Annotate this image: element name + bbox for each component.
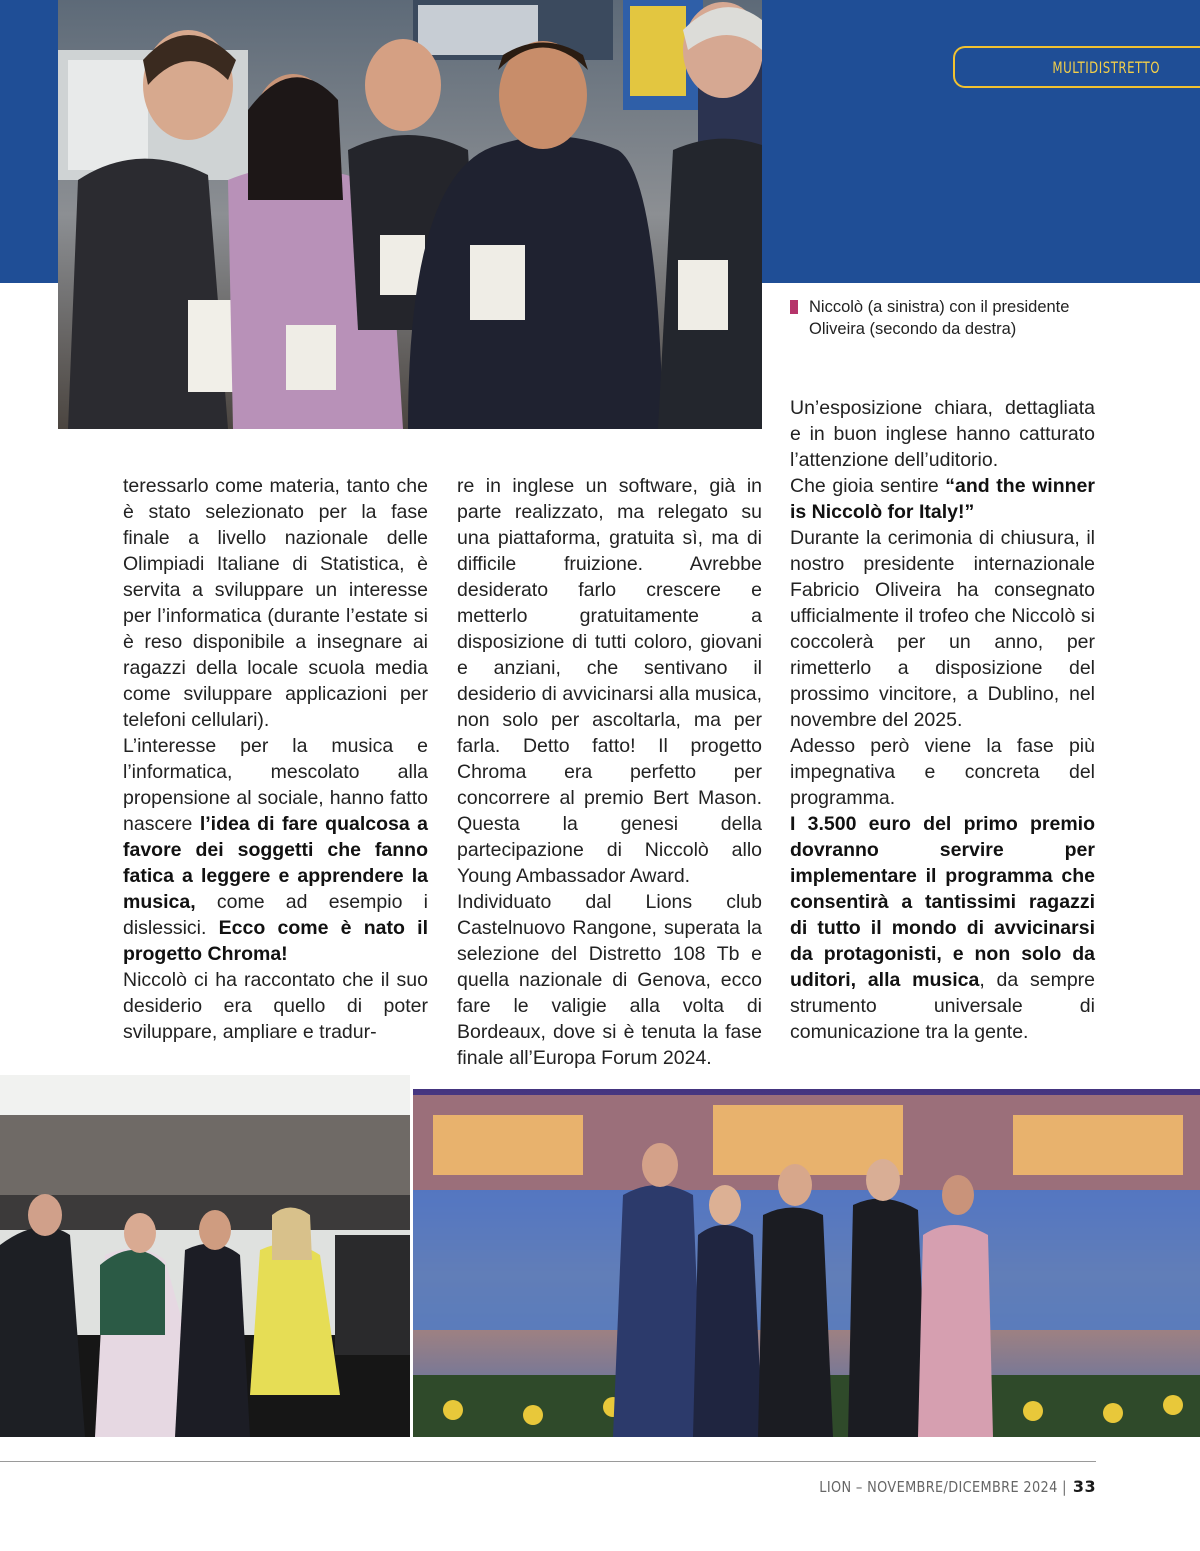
caption-line-1: Niccolò (a sinistra) con il presidente	[809, 298, 1070, 316]
page-footer	[779, 1477, 1096, 1496]
photo-audience-seated	[0, 1075, 410, 1437]
article-column-3	[790, 395, 1095, 1045]
photo-group-night-backdrop	[413, 1075, 1200, 1437]
caption-line-2: Oliveira (secondo da destra)	[809, 320, 1017, 338]
section-tab	[953, 46, 1200, 88]
body-text: Durante la cerimonia di chiusura, il nostro presidente internazionale Fabricio Oliveira ha consegnato ufficialmente il trofeo che Niccolò si coccolerà per un anno, per rimetterlo a disposizione del prossimo vincitore, a Dublino, nel novembre del 2025.	[790, 527, 1095, 731]
body-text: teressarlo come materia, tanto che è stato selezionato per la fase finale a livello nazionale delle Olimpiadi Italiane di Statistica, è servita a sviluppare un interesse per l’informatica (durante l’estate si è reso disponibile a insegnare ai ragazzi della locale scuola media come sviluppare applicazioni per telefoni cellulari).	[123, 475, 428, 731]
article-paragraph	[790, 811, 1095, 1045]
bold-text: “and the winner is Niccolò for Italy!”	[790, 475, 1095, 523]
article-paragraph	[790, 733, 1095, 811]
article-paragraph	[457, 889, 762, 1071]
photo-caption	[790, 296, 1120, 340]
page-number: 33	[1072, 1477, 1096, 1496]
publication-info: LION – NOVEMBRE/DICEMBRE 2024 |	[819, 1477, 1067, 1496]
article-paragraph	[790, 395, 1095, 473]
article-paragraph	[123, 733, 428, 967]
body-text: Niccolò ci ha raccontato che il suo desiderio era quello di poter sviluppare, ampliare e tradur-	[123, 969, 428, 1043]
bold-text: I 3.500 euro del primo premio dovranno servire per implementare il programma che consentirà a tantissimi ragazzi di tutto il mondo di avvicinarsi da protagonisti, e non solo da uditori, alla musica	[790, 813, 1095, 991]
caption-marker	[790, 300, 798, 314]
bold-text: l’idea di fare qualcosa a favore dei soggetti che fanno fatica a leggere e apprendere la musica,	[123, 813, 428, 913]
body-text: come ad esempio i dislessici.	[123, 891, 428, 939]
bold-text: Ecco come è nato il progetto Chroma!	[123, 917, 428, 965]
body-text: re in inglese un software, già in parte realizzato, ma relegato su una piattaforma, gratuita sì, ma di difficile fruizione. Avrebbe desiderato farlo crescere e metterlo gratuitamente a disposizione di tutti coloro, giovani e anziani, che sentivano il desiderio di avvicinarsi alla musica, non solo per ascoltarla, ma per farla. Detto fatto! Il progetto Chroma era perfetto per concorrere al premio Bert Mason. Questa la genesi della partecipazione di Niccolò allo Young Ambassador Award.	[457, 475, 762, 887]
article-paragraph	[790, 473, 1095, 525]
body-text: Che gioia sentire	[790, 475, 946, 497]
article-column-2	[457, 473, 762, 1071]
article-paragraph	[123, 967, 428, 1045]
body-text: , da sempre strumento universale di comunicazione tra la gente.	[790, 969, 1096, 1043]
article-paragraph	[790, 525, 1095, 733]
photo-group-five-people	[58, 0, 762, 429]
body-text: L’interesse per la musica e l’informatica, mescolato alla propensione al sociale, hanno fatto nascere	[123, 735, 428, 835]
article-paragraph	[123, 473, 428, 733]
body-text: Individuato dal Lions club Castelnuovo Rangone, superata la selezione del Distretto 108 Tb e quella nazionale di Genova, ecco fare le valigie alla volta di Bordeaux, dove si è tenuta la fase finale all’Europa Forum 2024.	[457, 891, 762, 1069]
body-text: Un’esposizione chiara, dettagliata e in buon inglese hanno catturato l’attenzione dell’uditorio.	[790, 397, 1095, 471]
article-paragraph	[457, 473, 762, 889]
section-label: MULTIDISTRETTO	[1052, 57, 1160, 77]
body-text: Adesso però viene la fase più impegnativa e concreta del programma.	[790, 735, 1095, 809]
footer-rule	[0, 1461, 1096, 1462]
article-column-1	[123, 473, 428, 1045]
